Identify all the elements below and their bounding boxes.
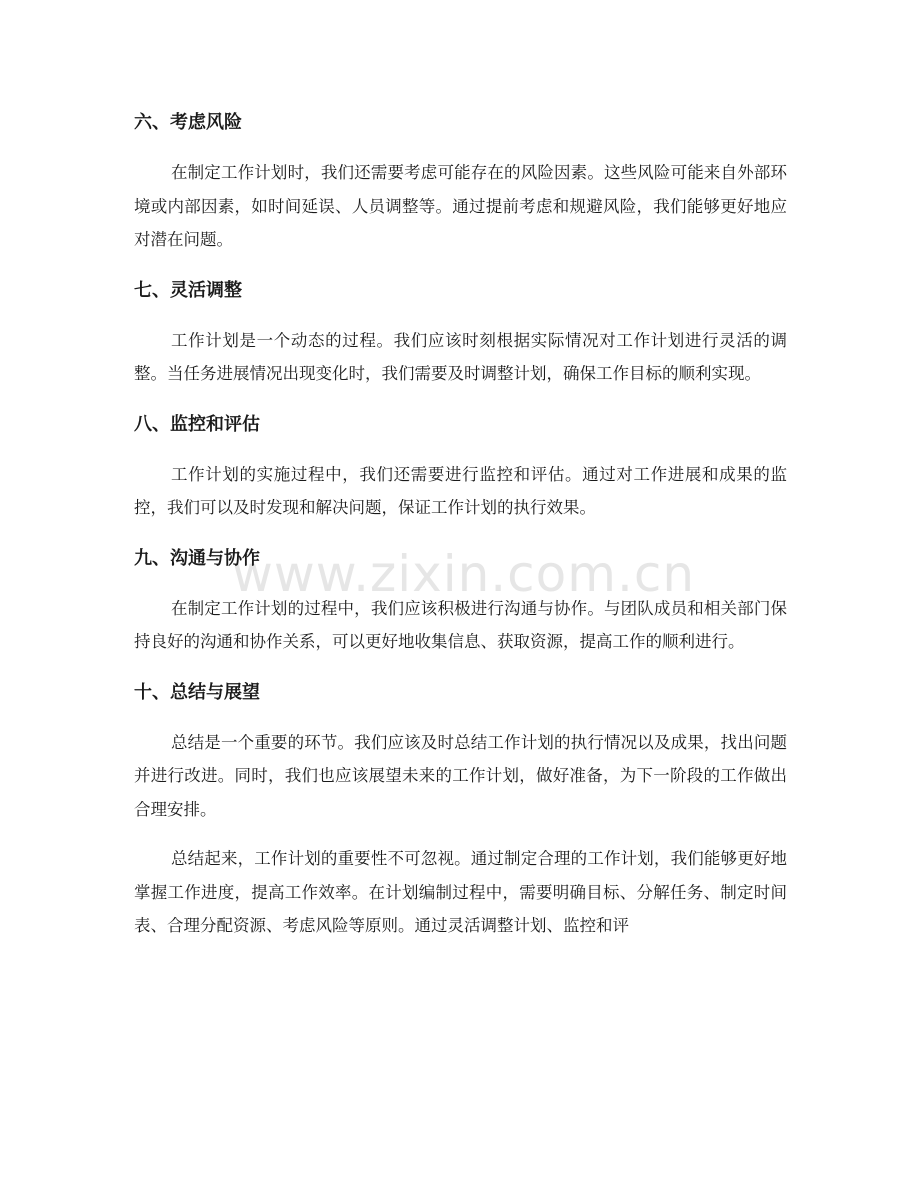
section-paragraph-summary: 总结是一个重要的环节。我们应该及时总结工作计划的执行情况以及成果，找出问题并进行改进。同时，我们也应该展望未来的工作计划，做好准备，为下一阶段的工作做出合理安排。 — [134, 732, 787, 819]
section-heading-flexible-adjustment: 七、灵活调整 — [134, 279, 242, 301]
conclusion-paragraph: 总结起来，工作计划的重要性不可忽视。通过制定合理的工作计划，我们能够更好地掌握工作进度，提高工作效率。在计划编制过程中，需要明确目标、分解任务、制定时间表、合理分配资源、考虑风险等原则。通过灵活调整计划、监控和评 — [134, 849, 787, 935]
section-heading-communication: 九、沟通与协作 — [134, 547, 260, 569]
section-heading-risk: 六、考虑风险 — [134, 112, 242, 133]
section-paragraph-risk: 在制定工作计划时，我们还需要考虑可能存在的风险因素。这些风险可能来自外部环境或内部因素，如时间延误、人员调整等。通过提前考虑和规避风险，我们能够更好地应对潜在问题。 — [134, 163, 787, 249]
section-paragraph-communication: 在制定工作计划的过程中，我们应该积极进行沟通与协作。与团队成员和相关部门保持良好的沟通和协作关系，可以更好地收集信息、获取资源，提高工作的顺利进行。 — [134, 598, 787, 651]
section-paragraph-monitoring: 工作计划的实施过程中，我们还需要进行监控和评估。通过对工作进展和成果的监控，我们可以及时发现和解决问题，保证工作计划的执行效果。 — [134, 464, 787, 517]
section-heading-monitoring: 八、监控和评估 — [134, 413, 260, 435]
document-body — [134, 104, 787, 943]
section-heading-summary: 十、总结与展望 — [134, 681, 260, 703]
section-paragraph-flexible-adjustment: 工作计划是一个动态的过程。我们应该时刻根据实际情况对工作计划进行灵活的调整。当任务进展情况出现变化时，我们需要及时调整计划，确保工作目标的顺利实现。 — [134, 330, 787, 383]
watermark: www.zixin.com.cn — [232, 545, 696, 603]
